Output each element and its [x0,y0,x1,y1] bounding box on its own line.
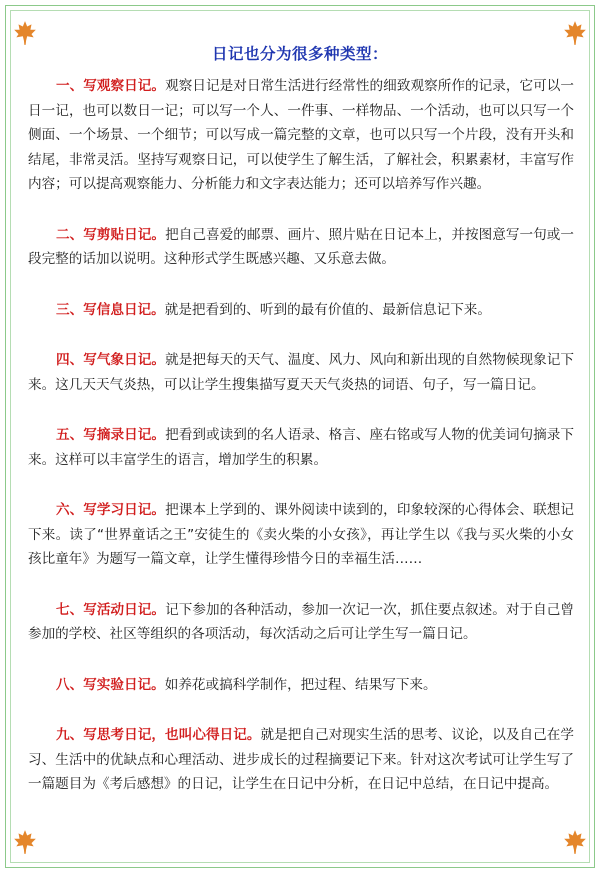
section-heading: 三、写信息日记。 [56,301,165,318]
section-heading: 八、写实验日记。 [56,676,165,693]
maple-leaf-icon [12,829,38,855]
section-heading: 五、写摘录日记。 [56,427,166,443]
section-observation [28,74,574,197]
section-heading: 六、写学习日记。 [56,502,166,518]
page-title: 日记也分为很多种类型： [211,45,388,63]
article-body [28,74,574,823]
section-heading: 一、写观察日记。 [56,78,166,94]
section-text: 如养花或搞科学制作，把过程、结果写下来。 [164,676,437,693]
section-heading: 二、写剪贴日记。 [56,226,166,243]
section-text: 把看到或读到的名人语录、格言、座右铭或写人物的优美词句摘录下来。这样可以丰富学生的语言，增加学生的积累。 [28,427,574,468]
section-excerpt [28,423,574,472]
section-text: 记下参加的各种活动，参加一次记一次，抓住要点叙述。对于自己曾参加的学校、社区等组织的各项活动，每次活动之后可让学生写一篇日记。 [28,601,574,642]
section-study [28,498,574,572]
section-information [28,298,574,323]
section-text: 就是把自己对现实生活的思考、议论，以及自己在学习、生活中的优缺点和心理活动、进步成长的过程摘要记下来。针对这次考试可让学生写了一篇题目为《考后感想》的日记，让学生在日记中分析，在日记中总结，在日记中提高。 [28,727,575,792]
section-clipping [28,223,574,272]
maple-leaf-icon [562,829,588,855]
section-experiment [28,673,574,698]
section-text: 把自己喜爱的邮票、画片、照片贴在日记本上，并按图意写一句或一段完整的话加以说明。这种形式学生既感兴趣、又乐意去做。 [28,226,574,267]
section-reflection [28,723,574,797]
section-weather [28,348,574,397]
section-activity [28,598,574,647]
section-heading: 九、写思考日记，也叫心得日记。 [56,727,261,743]
section-text: 就是把每天的天气、温度、风力、风向和新出现的自然物候现象记下来。这几天天气炎热，可以让学生搜集描写夏天天气炎热的词语、句子，写一篇日记。 [28,352,574,393]
section-heading: 四、写气象日记。 [56,352,166,368]
section-text: 把课本上学到的、课外阅读中读到的，印象较深的心得体会、联想记下来。读了“世界童话之王”安徒生的《卖火柴的小女孩》，再让学生以《我与买火柴的小女孩比童年》为题写一篇文章，让学生懂得珍惜今日的幸福生活…… [28,502,574,567]
section-text: 就是把看到的、听到的最有价值的、最新信息记下来。 [164,301,491,318]
section-heading: 七、写活动日记。 [56,601,166,618]
section-text: 观察日记是对日常生活进行经常性的细致观察所作的记录，它可以一日一记，也可以数日一记；可以写一个人、一件事、一样物品、一个活动，也可以只写一个侧面、一个场景、一个细节；可以写成一篇完整的文章，也可以只写一个片段，没有开头和结尾，非常灵活。坚持写观察日记，可以使学生了解生活，了解社会，积累素材，丰富写作内容；可以提高观察能力、分析能力和文字表达能力；还可以培养写作兴趣。 [28,78,574,192]
